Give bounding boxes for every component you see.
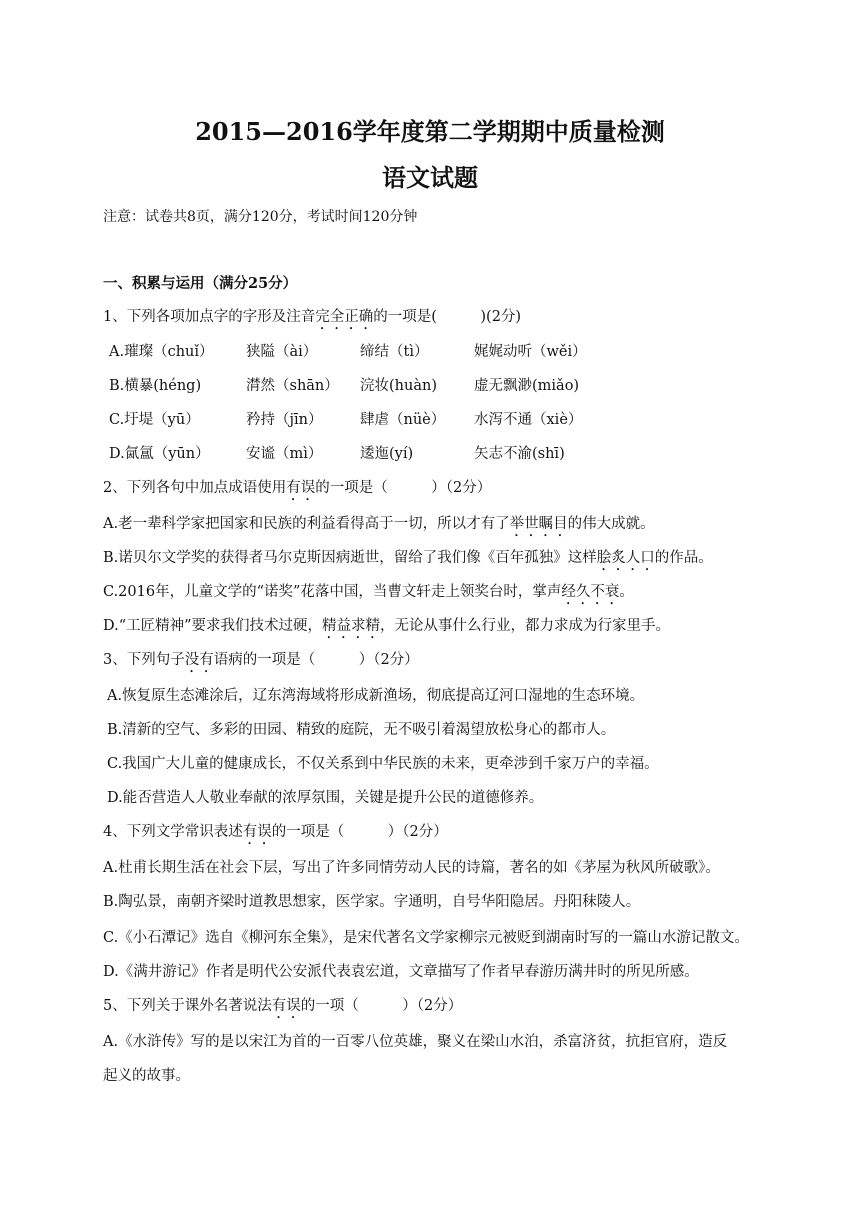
q3-option-b: B.清新的空气、多彩的田园、精致的庭院，无不吸引着渴望放松身心的都市人。 bbox=[107, 722, 616, 738]
question-2-stem: 2、下列各句中加点成语使用有误的一项是（ ）（2分） bbox=[103, 480, 492, 496]
page-title: 2015—2016学年度第二学期期中质量检测 bbox=[195, 117, 665, 146]
q1-option-d-4: 矢志不渝(shī) bbox=[474, 446, 565, 462]
q1-option-b-2: 潸然（shān） bbox=[246, 378, 339, 394]
q1-option-a-3: 缔结（tì） bbox=[360, 344, 429, 360]
q5-option-a-line1: A.《水浒传》写的是以宋江为首的一百零八位英雄，聚义在梁山水泊，杀富济贫，抗拒官府，造反 bbox=[103, 1034, 728, 1050]
question-3-stem: 3、下列句子没有语病的一项是（ ）（2分） bbox=[103, 652, 419, 668]
q2-option-a: A.老一辈科学家把国家和民族的利益看得高于一切，所以才有了举世瞩目的伟大成就。 bbox=[103, 516, 655, 532]
section-heading: 一、积累与运用（满分25分） bbox=[103, 275, 298, 292]
q2-option-c: C.2016年，儿童文学的“诺奖”花落中国，当曹文轩走上领奖台时，掌声经久不衰。 bbox=[103, 584, 634, 600]
question-1-stem: 1、下列各项加点字的字形及注音完全正确的一项是( )(2分) bbox=[103, 309, 522, 325]
q1-option-c-4: 水泻不通（xiè） bbox=[474, 412, 583, 428]
exam-notice: 注意：试卷共8页，满分120分，考试时间120分钟 bbox=[103, 209, 418, 225]
q3-option-a: A.恢复原生态滩涂后，辽东湾海域将形成新渔场，彻底提高辽河口湿地的生态环境。 bbox=[107, 688, 645, 704]
page-subtitle: 语文试题 bbox=[382, 163, 478, 192]
q1-option-c-1: C.圩堤（yū） bbox=[109, 412, 200, 428]
q3-option-d: D.能否营造人人敬业奉献的浓厚氛围，关键是提升公民的道德修养。 bbox=[107, 790, 544, 806]
q1-option-a-4: 娓娓动听（wěi） bbox=[474, 344, 587, 360]
q1-option-d-2: 安谧（mì） bbox=[246, 446, 323, 462]
q2-option-d: D.“工匠精神”要求我们技术过硬，精益求精，无论从事什么行业，都力求成为行家里手。 bbox=[103, 618, 671, 634]
q4-option-d: D.《满井游记》作者是明代公安派代表袁宏道，文章描写了作者早春游历满井时的所见所感。 bbox=[103, 964, 699, 980]
q1-option-a-2: 狭隘（ài） bbox=[246, 344, 318, 360]
q1-option-b-3: 浣妆(huàn) bbox=[360, 378, 437, 394]
q4-option-c: C.《小石潭记》选自《柳河东全集》，是宋代著名文学家柳宗元被贬到湖南时写的一篇山水游记散文。 bbox=[103, 930, 749, 946]
q1-option-d-3: 逶迤(yí) bbox=[360, 446, 414, 462]
q1-option-a-1: A.璀璨（chuǐ） bbox=[109, 344, 214, 360]
q5-option-a-line2: 起义的故事。 bbox=[103, 1068, 190, 1084]
q1-option-b-1: B.横暴(héng) bbox=[109, 378, 202, 394]
question-5-stem: 5、下列关于课外名著说法有误的一项（ ）（2分） bbox=[103, 998, 463, 1014]
q1-option-c-2: 矜持（jīn） bbox=[246, 412, 323, 428]
q3-option-c: C.我国广大儿童的健康成长，不仅关系到中华民族的未来，更牵涉到千家万户的幸福。 bbox=[107, 756, 659, 772]
q1-option-c-3: 肆虐（nüè） bbox=[360, 412, 446, 428]
q4-option-a: A.杜甫长期生活在社会下层，写出了许多同情劳动人民的诗篇，著名的如《茅屋为秋风所破歌》。 bbox=[103, 860, 720, 876]
question-4-stem: 4、下列文学常识表述有误的一项是（ ）（2分） bbox=[103, 824, 448, 840]
q1-option-d-1: D.氤氲（yūn） bbox=[109, 446, 210, 462]
q1-option-b-4: 虚无飘渺(miǎo) bbox=[474, 378, 580, 394]
q4-option-b: B.陶弘景，南朝齐梁时道教思想家，医学家。字通明，自号华阳隐居。丹阳秣陵人。 bbox=[103, 894, 641, 910]
q2-option-b: B.诺贝尔文学奖的获得者马尔克斯因病逝世，留给了我们像《百年孤独》这样脍炙人口的作品。 bbox=[103, 550, 713, 566]
